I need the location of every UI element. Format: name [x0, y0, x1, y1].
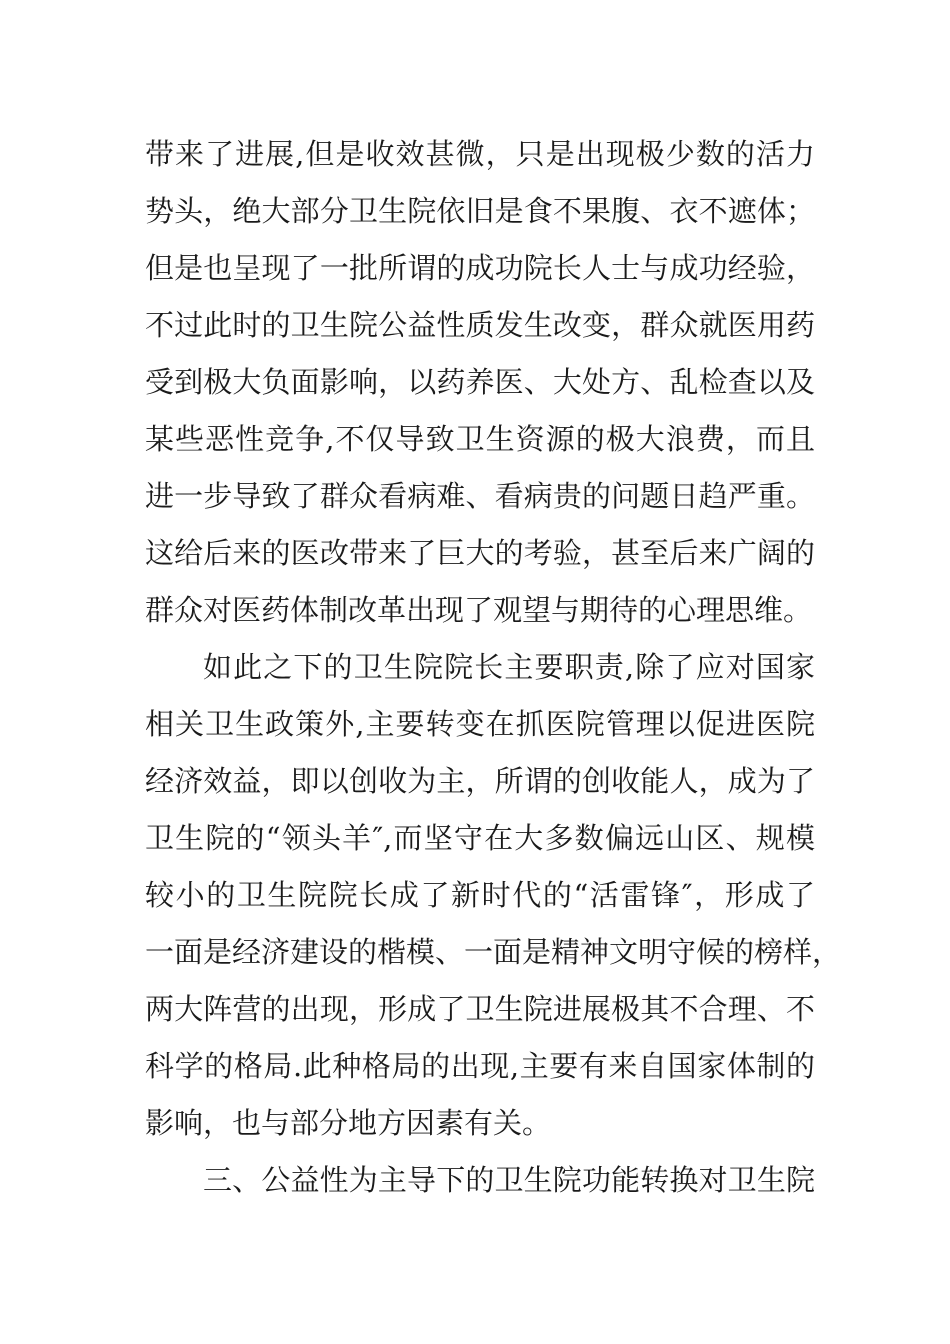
text-line: 两大阵营的出现，形成了卫生院进展极其不合理、不	[145, 992, 815, 1026]
text-line: 这给后来的医改带来了巨大的考验，甚至后来广阔的	[145, 536, 815, 570]
text-line: 但是也呈现了一批所谓的成功院长人士与成功经验，	[145, 251, 815, 285]
text-line: 某些恶性竞争,不仅导致卫生资源的极大浪费，而且	[145, 422, 815, 456]
text-line: 进一步导致了群众看病难、看病贵的问题日趋严重。	[145, 479, 815, 513]
text-line: 群众对医药体制改革出现了观望与期待的心理思维。	[145, 593, 813, 627]
text-line: 经济效益，即以创收为主，所谓的创收能人，成为了	[145, 764, 815, 798]
section-heading-line: 三、公益性为主导下的卫生院功能转换对卫生院	[203, 1163, 815, 1197]
text-line: 卫生院的“领头羊″,而坚守在大多数偏远山区、规模	[145, 821, 815, 855]
text-line: 一面是经济建设的楷模、一面是精神文明守候的榜样，	[145, 935, 842, 969]
text-line: 科学的格局.此种格局的出现,主要有来自国家体制的	[145, 1049, 815, 1083]
text-line: 受到极大负面影响，以药养医、大处方、乱检查以及	[145, 365, 815, 399]
text-line: 势头，绝大部分卫生院依旧是食不果腹、衣不遮体；	[145, 194, 815, 228]
text-line: 相关卫生政策外,主要转变在抓医院管理以促进医院	[145, 707, 815, 741]
body-text	[145, 126, 842, 1209]
text-line: 不过此时的卫生院公益性质发生改变，群众就医用药	[145, 308, 815, 342]
text-line: 带来了进展,但是收效甚微，只是出现极少数的活力	[145, 137, 815, 171]
paragraph-start-line: 如此之下的卫生院院长主要职责,除了应对国家	[203, 650, 815, 684]
text-line: 较小的卫生院院长成了新时代的“活雷锋″，形成了	[145, 878, 815, 912]
text-line: 影响，也与部分地方因素有关。	[145, 1106, 552, 1140]
